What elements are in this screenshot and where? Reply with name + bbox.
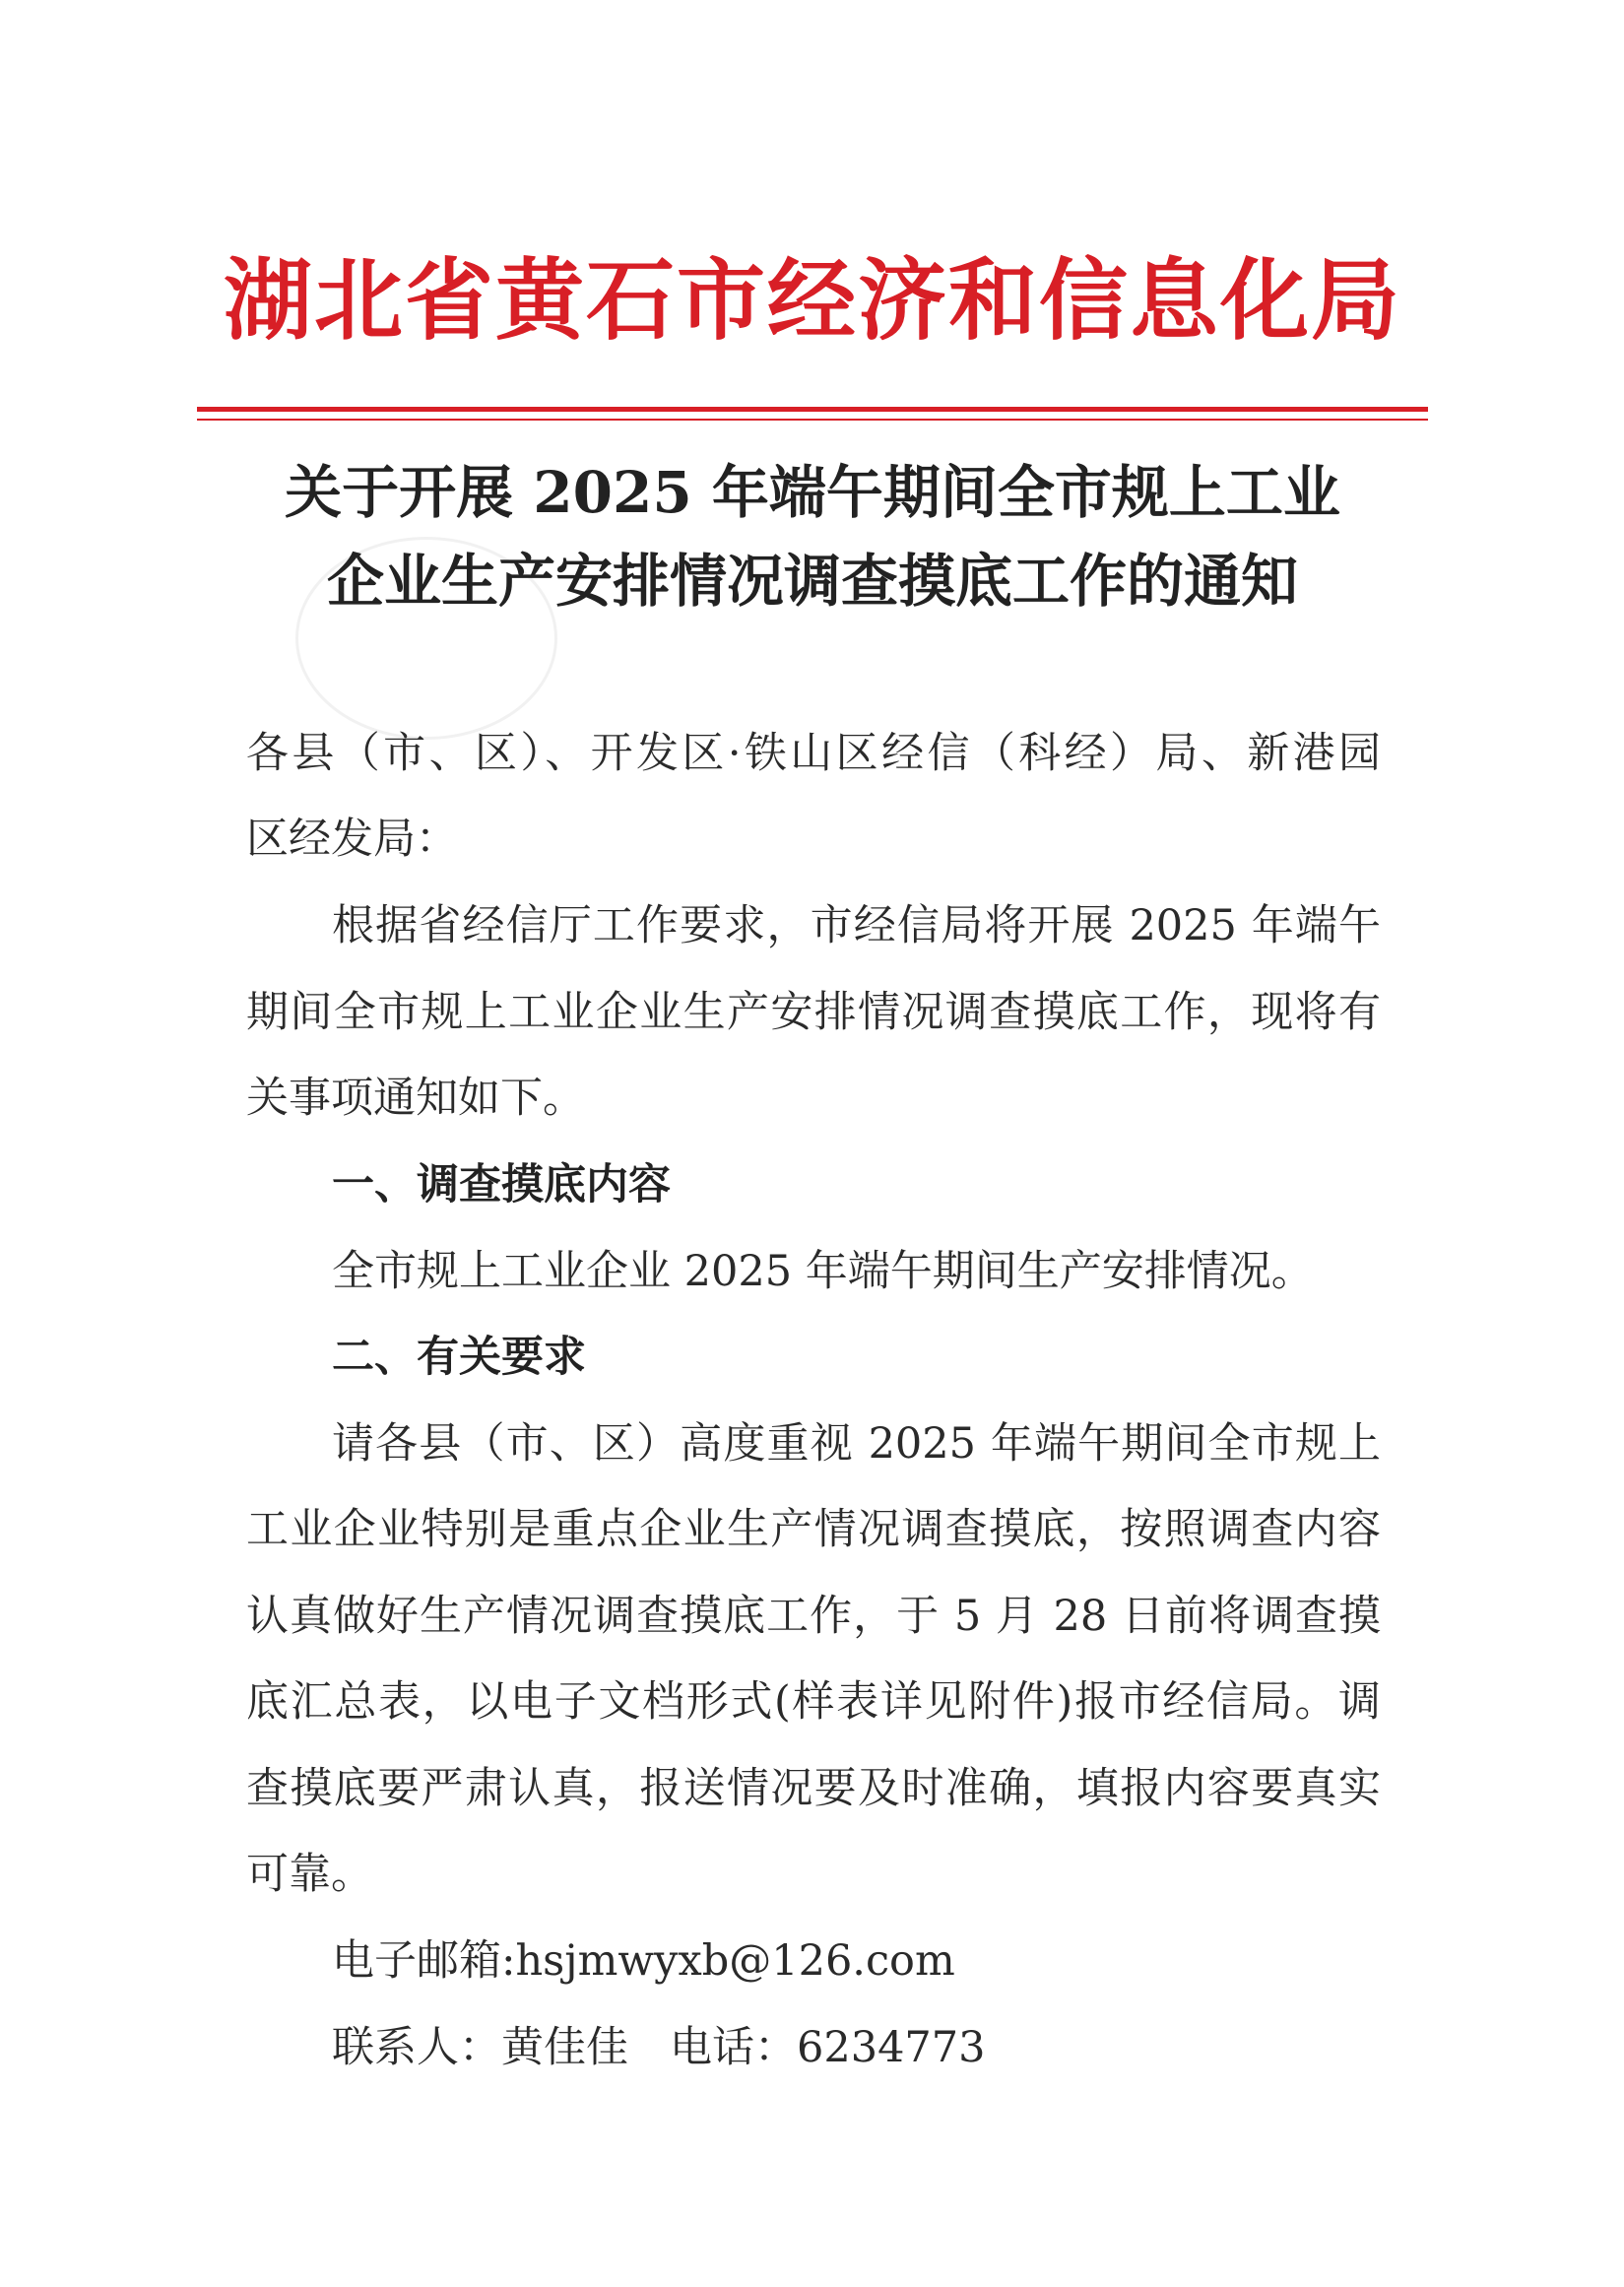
agency-masthead: 湖北省黄石市经济和信息化局 xyxy=(224,248,1401,353)
section-1-heading: 一、调查摸底内容 xyxy=(332,1160,671,1209)
requirements-line-1: 请各县（市、区）高度重视 2025 年端午期间全市规上 xyxy=(332,1419,1381,1469)
contact-phone: 电话：6234773 xyxy=(670,2023,986,2072)
requirements-line-6: 可靠。 xyxy=(246,1850,373,1899)
requirements-line-5: 查摸底要严肃认真，报送情况要及时准确，填报内容要真实 xyxy=(246,1764,1381,1813)
document-title-line-1: 关于开展 2025 年端午期间全市规上工业 xyxy=(285,459,1340,526)
recipients-line-1: 各县（市、区）、开发区·铁山区经信（科经）局、新港园 xyxy=(246,729,1381,778)
intro-line-1: 根据省经信厅工作要求，市经信局将开展 2025 年端午 xyxy=(332,901,1381,950)
intro-line-3: 关事项通知如下。 xyxy=(246,1074,585,1123)
intro-line-2: 期间全市规上工业企业生产安排情况调查摸底工作，现将有 xyxy=(246,988,1381,1037)
contact-email: 电子邮箱:hsjmwyxb@126.com xyxy=(332,1936,955,1986)
requirements-line-3: 认真做好生产情况调查摸底工作，于 5 月 28 日前将调查摸 xyxy=(246,1592,1381,1641)
masthead-rule-thick xyxy=(197,407,1428,412)
recipients-line-2: 区经发局： xyxy=(246,815,458,864)
document-title-line-2: 企业生产安排情况调查摸底工作的通知 xyxy=(326,548,1298,615)
contact-person: 联系人：黄佳佳 xyxy=(332,2023,628,2072)
section-1-body: 全市规上工业企业 2025 年端午期间生产安排情况。 xyxy=(332,1247,1314,1296)
requirements-line-4: 底汇总表，以电子文档形式(样表详见附件)报市经信局。调 xyxy=(246,1677,1381,1727)
masthead-rule-thin xyxy=(197,419,1428,421)
requirements-line-2: 工业企业特别是重点企业生产情况调查摸底，按照调查内容 xyxy=(246,1505,1381,1554)
section-2-heading: 二、有关要求 xyxy=(332,1333,586,1382)
